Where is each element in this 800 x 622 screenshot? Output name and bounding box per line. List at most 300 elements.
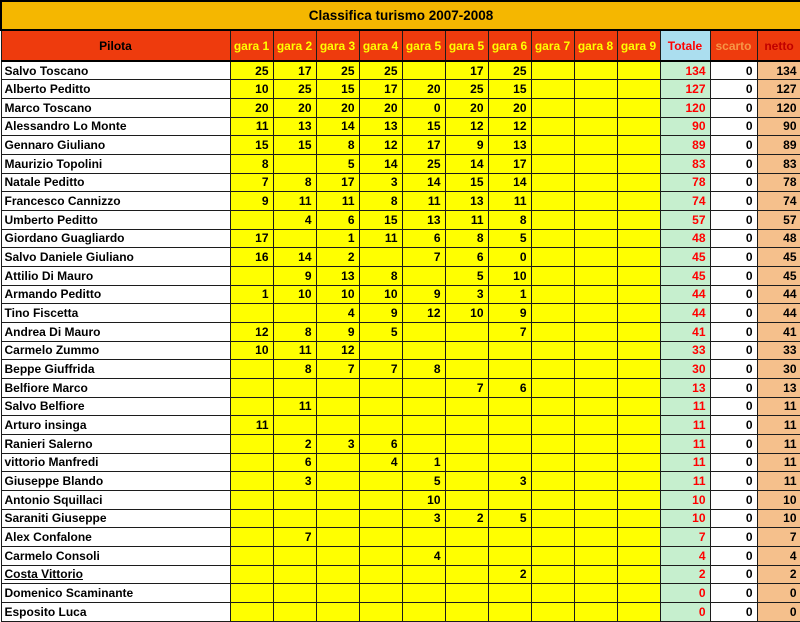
netto-cell: 90	[757, 117, 800, 136]
gara-score-cell	[531, 173, 574, 192]
gara-score-cell: 9	[230, 192, 273, 211]
gara-score-cell	[574, 378, 617, 397]
gara-score-cell: 8	[273, 173, 316, 192]
column-header-pilota: Pilota	[1, 30, 230, 61]
column-header-gara-7: gara 6	[488, 30, 531, 61]
gara-score-cell	[574, 285, 617, 304]
gara-score-cell	[531, 602, 574, 621]
gara-score-cell: 25	[445, 80, 488, 99]
gara-score-cell	[316, 584, 359, 603]
totale-cell: 44	[660, 304, 710, 323]
totale-cell: 11	[660, 397, 710, 416]
gara-score-cell: 13	[402, 210, 445, 229]
table-row	[1, 602, 800, 621]
pilot-name-cell: Antonio Squillaci	[1, 490, 230, 509]
gara-score-cell: 9	[316, 322, 359, 341]
gara-score-cell	[230, 304, 273, 323]
pilot-name-cell: Salvo Belfiore	[1, 397, 230, 416]
gara-score-cell	[273, 416, 316, 435]
gara-score-cell: 1	[488, 285, 531, 304]
totale-cell: 45	[660, 266, 710, 285]
scarto-cell: 0	[710, 472, 757, 491]
netto-cell: 11	[757, 472, 800, 491]
gara-score-cell	[359, 378, 402, 397]
gara-score-cell: 12	[445, 117, 488, 136]
gara-score-cell: 5	[402, 472, 445, 491]
pilot-name-cell: Carmelo Consoli	[1, 546, 230, 565]
gara-score-cell	[402, 397, 445, 416]
pilot-name-cell: Alberto Peditto	[1, 80, 230, 99]
netto-cell: 74	[757, 192, 800, 211]
table-row	[1, 304, 800, 323]
gara-score-cell	[359, 528, 402, 547]
scarto-cell: 0	[710, 434, 757, 453]
gara-score-cell	[531, 397, 574, 416]
scarto-cell: 0	[710, 117, 757, 136]
column-header-gara-4: gara 4	[359, 30, 402, 61]
gara-score-cell	[230, 565, 273, 584]
gara-score-cell	[488, 360, 531, 379]
gara-score-cell: 6	[273, 453, 316, 472]
netto-cell: 2	[757, 565, 800, 584]
gara-score-cell	[402, 322, 445, 341]
table-row	[1, 117, 800, 136]
gara-score-cell	[316, 490, 359, 509]
pilot-name-cell: Belfiore Marco	[1, 378, 230, 397]
scarto-cell: 0	[710, 546, 757, 565]
scarto-cell: 0	[710, 453, 757, 472]
gara-score-cell: 6	[445, 248, 488, 267]
gara-score-cell	[617, 285, 660, 304]
pilot-name-cell: Natale Peditto	[1, 173, 230, 192]
table-row	[1, 378, 800, 397]
gara-score-cell	[273, 546, 316, 565]
netto-cell: 44	[757, 304, 800, 323]
totale-cell: 57	[660, 210, 710, 229]
table-row	[1, 509, 800, 528]
standings-body	[1, 61, 800, 622]
gara-score-cell	[617, 528, 660, 547]
gara-score-cell: 25	[402, 154, 445, 173]
gara-score-cell	[230, 472, 273, 491]
gara-score-cell	[359, 341, 402, 360]
totale-cell: 0	[660, 584, 710, 603]
totale-cell: 2	[660, 565, 710, 584]
gara-score-cell	[316, 453, 359, 472]
gara-score-cell: 15	[316, 80, 359, 99]
totale-cell: 30	[660, 360, 710, 379]
gara-score-cell: 13	[488, 136, 531, 155]
gara-score-cell	[531, 248, 574, 267]
gara-score-cell	[402, 584, 445, 603]
table-row	[1, 173, 800, 192]
scarto-cell: 0	[710, 341, 757, 360]
gara-score-cell	[574, 416, 617, 435]
gara-score-cell	[574, 360, 617, 379]
gara-score-cell	[445, 546, 488, 565]
gara-score-cell	[402, 266, 445, 285]
gara-score-cell: 25	[230, 61, 273, 80]
gara-score-cell	[531, 584, 574, 603]
table-row	[1, 266, 800, 285]
totale-cell: 33	[660, 341, 710, 360]
gara-score-cell	[531, 192, 574, 211]
pilot-name-cell: Alex Confalone	[1, 528, 230, 547]
gara-score-cell: 8	[359, 192, 402, 211]
gara-score-cell	[359, 565, 402, 584]
gara-score-cell	[230, 546, 273, 565]
gara-score-cell	[445, 528, 488, 547]
netto-cell: 45	[757, 248, 800, 267]
gara-score-cell	[273, 154, 316, 173]
table-row	[1, 472, 800, 491]
gara-score-cell: 20	[402, 80, 445, 99]
gara-score-cell: 10	[359, 285, 402, 304]
gara-score-cell	[316, 602, 359, 621]
netto-cell: 44	[757, 285, 800, 304]
pilot-name-cell: Esposito Luca	[1, 602, 230, 621]
gara-score-cell: 17	[402, 136, 445, 155]
totale-cell: 90	[660, 117, 710, 136]
table-row	[1, 80, 800, 99]
gara-score-cell	[531, 136, 574, 155]
gara-score-cell	[574, 80, 617, 99]
gara-score-cell	[574, 490, 617, 509]
gara-score-cell	[230, 378, 273, 397]
gara-score-cell: 11	[445, 210, 488, 229]
gara-score-cell: 10	[273, 285, 316, 304]
gara-score-cell	[445, 434, 488, 453]
gara-score-cell	[574, 117, 617, 136]
gara-score-cell	[359, 416, 402, 435]
gara-score-cell	[617, 360, 660, 379]
gara-score-cell	[230, 453, 273, 472]
totale-cell: 11	[660, 416, 710, 435]
gara-score-cell	[445, 416, 488, 435]
pilot-name-cell: Beppe Giuffrida	[1, 360, 230, 379]
scarto-cell: 0	[710, 378, 757, 397]
gara-score-cell	[402, 602, 445, 621]
scarto-cell: 0	[710, 154, 757, 173]
gara-score-cell	[531, 229, 574, 248]
netto-cell: 127	[757, 80, 800, 99]
gara-score-cell: 14	[359, 154, 402, 173]
gara-score-cell: 8	[445, 229, 488, 248]
gara-score-cell	[574, 341, 617, 360]
gara-score-cell	[617, 434, 660, 453]
gara-score-cell: 6	[316, 210, 359, 229]
totale-cell: 10	[660, 490, 710, 509]
totale-cell: 0	[660, 602, 710, 621]
gara-score-cell	[617, 192, 660, 211]
gara-score-cell	[359, 490, 402, 509]
pilot-name-cell: Gennaro Giuliano	[1, 136, 230, 155]
table-row	[1, 136, 800, 155]
gara-score-cell: 7	[230, 173, 273, 192]
scarto-cell: 0	[710, 98, 757, 117]
gara-score-cell	[230, 602, 273, 621]
gara-score-cell: 2	[445, 509, 488, 528]
gara-score-cell: 11	[402, 192, 445, 211]
column-header-gara-5: gara 5	[402, 30, 445, 61]
table-row	[1, 210, 800, 229]
totale-cell: 13	[660, 378, 710, 397]
gara-score-cell	[574, 173, 617, 192]
netto-cell: 4	[757, 546, 800, 565]
gara-score-cell: 17	[488, 154, 531, 173]
netto-cell: 13	[757, 378, 800, 397]
gara-score-cell: 15	[273, 136, 316, 155]
gara-score-cell	[273, 565, 316, 584]
gara-score-cell: 17	[445, 61, 488, 80]
gara-score-cell	[402, 434, 445, 453]
gara-score-cell	[574, 136, 617, 155]
scarto-cell: 0	[710, 360, 757, 379]
gara-score-cell	[359, 397, 402, 416]
gara-score-cell	[445, 341, 488, 360]
gara-score-cell	[402, 341, 445, 360]
pilot-name-cell: Ranieri Salerno	[1, 434, 230, 453]
gara-score-cell	[574, 546, 617, 565]
gara-score-cell	[359, 248, 402, 267]
gara-score-cell	[574, 602, 617, 621]
netto-cell: 57	[757, 210, 800, 229]
gara-score-cell	[531, 378, 574, 397]
gara-score-cell	[617, 602, 660, 621]
netto-cell: 78	[757, 173, 800, 192]
gara-score-cell: 10	[445, 304, 488, 323]
gara-score-cell: 8	[273, 360, 316, 379]
gara-score-cell	[273, 509, 316, 528]
scarto-cell: 0	[710, 136, 757, 155]
gara-score-cell: 1	[316, 229, 359, 248]
table-row	[1, 154, 800, 173]
table-row	[1, 490, 800, 509]
gara-score-cell	[531, 210, 574, 229]
gara-score-cell: 7	[445, 378, 488, 397]
gara-score-cell: 12	[359, 136, 402, 155]
gara-score-cell	[445, 360, 488, 379]
scarto-cell: 0	[710, 61, 757, 80]
totale-cell: 48	[660, 229, 710, 248]
gara-score-cell: 20	[488, 98, 531, 117]
gara-score-cell: 7	[402, 248, 445, 267]
scarto-cell: 0	[710, 173, 757, 192]
netto-cell: 11	[757, 453, 800, 472]
gara-score-cell: 2	[316, 248, 359, 267]
table-row	[1, 61, 800, 80]
gara-score-cell	[531, 434, 574, 453]
netto-cell: 7	[757, 528, 800, 547]
gara-score-cell: 6	[359, 434, 402, 453]
gara-score-cell: 5	[445, 266, 488, 285]
gara-score-cell: 5	[316, 154, 359, 173]
gara-score-cell: 10	[488, 266, 531, 285]
gara-score-cell	[531, 490, 574, 509]
table-row	[1, 229, 800, 248]
gara-score-cell: 3	[445, 285, 488, 304]
gara-score-cell	[488, 341, 531, 360]
gara-score-cell	[359, 546, 402, 565]
gara-score-cell	[531, 509, 574, 528]
gara-score-cell: 15	[359, 210, 402, 229]
pilot-name-cell: Marco Toscano	[1, 98, 230, 117]
table-row	[1, 453, 800, 472]
gara-score-cell	[230, 490, 273, 509]
gara-score-cell: 12	[316, 341, 359, 360]
gara-score-cell: 6	[402, 229, 445, 248]
gara-score-cell: 10	[230, 341, 273, 360]
gara-score-cell: 2	[273, 434, 316, 453]
gara-score-cell: 20	[316, 98, 359, 117]
gara-score-cell	[316, 472, 359, 491]
gara-score-cell	[316, 397, 359, 416]
column-header-gara-3: gara 3	[316, 30, 359, 61]
gara-score-cell: 0	[488, 248, 531, 267]
gara-score-cell	[359, 472, 402, 491]
gara-score-cell	[488, 584, 531, 603]
gara-score-cell	[617, 154, 660, 173]
table-row	[1, 397, 800, 416]
gara-score-cell: 8	[488, 210, 531, 229]
scarto-cell: 0	[710, 490, 757, 509]
gara-score-cell	[445, 453, 488, 472]
totale-cell: 44	[660, 285, 710, 304]
totale-cell: 134	[660, 61, 710, 80]
gara-score-cell: 10	[230, 80, 273, 99]
scarto-cell: 0	[710, 602, 757, 621]
gara-score-cell: 3	[488, 472, 531, 491]
gara-score-cell	[230, 266, 273, 285]
gara-score-cell	[402, 528, 445, 547]
gara-score-cell: 8	[402, 360, 445, 379]
gara-score-cell: 7	[273, 528, 316, 547]
gara-score-cell: 6	[488, 378, 531, 397]
netto-cell: 83	[757, 154, 800, 173]
gara-score-cell: 5	[359, 322, 402, 341]
gara-score-cell: 8	[273, 322, 316, 341]
gara-score-cell	[531, 472, 574, 491]
gara-score-cell	[617, 546, 660, 565]
gara-score-cell	[617, 397, 660, 416]
gara-score-cell	[574, 565, 617, 584]
netto-cell: 0	[757, 584, 800, 603]
gara-score-cell	[316, 378, 359, 397]
gara-score-cell	[488, 528, 531, 547]
gara-score-cell	[273, 229, 316, 248]
gara-score-cell: 13	[316, 266, 359, 285]
gara-score-cell: 15	[488, 80, 531, 99]
totale-cell: 11	[660, 453, 710, 472]
gara-score-cell	[531, 322, 574, 341]
netto-cell: 45	[757, 266, 800, 285]
netto-cell: 11	[757, 416, 800, 435]
gara-score-cell: 2	[488, 565, 531, 584]
gara-score-cell: 11	[316, 192, 359, 211]
scarto-cell: 0	[710, 80, 757, 99]
gara-score-cell	[402, 565, 445, 584]
netto-cell: 10	[757, 490, 800, 509]
gara-score-cell	[273, 378, 316, 397]
gara-score-cell	[574, 192, 617, 211]
gara-score-cell	[617, 229, 660, 248]
column-header-gara-8: gara 7	[531, 30, 574, 61]
gara-score-cell	[531, 266, 574, 285]
gara-score-cell: 5	[488, 509, 531, 528]
table-row	[1, 416, 800, 435]
netto-cell: 30	[757, 360, 800, 379]
gara-score-cell: 7	[359, 360, 402, 379]
gara-score-cell	[445, 602, 488, 621]
gara-score-cell	[617, 416, 660, 435]
pilot-name-cell: Tino Fiscetta	[1, 304, 230, 323]
gara-score-cell	[273, 490, 316, 509]
netto-cell: 89	[757, 136, 800, 155]
gara-score-cell	[574, 472, 617, 491]
column-header-netto: netto	[757, 30, 800, 61]
gara-score-cell: 12	[402, 304, 445, 323]
scarto-cell: 0	[710, 304, 757, 323]
gara-score-cell	[531, 565, 574, 584]
gara-score-cell: 7	[488, 322, 531, 341]
scarto-cell: 0	[710, 266, 757, 285]
gara-score-cell	[445, 322, 488, 341]
table-row	[1, 528, 800, 547]
gara-score-cell	[273, 304, 316, 323]
table-row	[1, 584, 800, 603]
pilot-name-cell: Attilio Di Mauro	[1, 266, 230, 285]
table-row	[1, 322, 800, 341]
gara-score-cell: 8	[230, 154, 273, 173]
gara-score-cell	[574, 528, 617, 547]
totale-cell: 4	[660, 546, 710, 565]
table-row	[1, 341, 800, 360]
gara-score-cell	[531, 61, 574, 80]
gara-score-cell: 11	[273, 341, 316, 360]
gara-score-cell	[531, 285, 574, 304]
gara-score-cell	[617, 304, 660, 323]
gara-score-cell	[617, 210, 660, 229]
scarto-cell: 0	[710, 322, 757, 341]
totale-cell: 74	[660, 192, 710, 211]
gara-score-cell	[230, 360, 273, 379]
pilot-name-cell: Alessandro Lo Monte	[1, 117, 230, 136]
gara-score-cell: 11	[273, 397, 316, 416]
gara-score-cell	[574, 509, 617, 528]
gara-score-cell: 3	[402, 509, 445, 528]
netto-cell: 41	[757, 322, 800, 341]
gara-score-cell	[531, 360, 574, 379]
scarto-cell: 0	[710, 210, 757, 229]
gara-score-cell	[488, 416, 531, 435]
totale-cell: 83	[660, 154, 710, 173]
table-row	[1, 98, 800, 117]
gara-score-cell	[617, 173, 660, 192]
scarto-cell: 0	[710, 528, 757, 547]
gara-score-cell	[531, 154, 574, 173]
gara-score-cell: 10	[402, 490, 445, 509]
gara-score-cell	[531, 341, 574, 360]
gara-score-cell: 4	[273, 210, 316, 229]
gara-score-cell	[488, 602, 531, 621]
gara-score-cell: 4	[316, 304, 359, 323]
gara-score-cell	[402, 378, 445, 397]
gara-score-cell	[574, 266, 617, 285]
gara-score-cell: 17	[316, 173, 359, 192]
gara-score-cell	[316, 509, 359, 528]
scarto-cell: 0	[710, 416, 757, 435]
gara-score-cell	[273, 584, 316, 603]
